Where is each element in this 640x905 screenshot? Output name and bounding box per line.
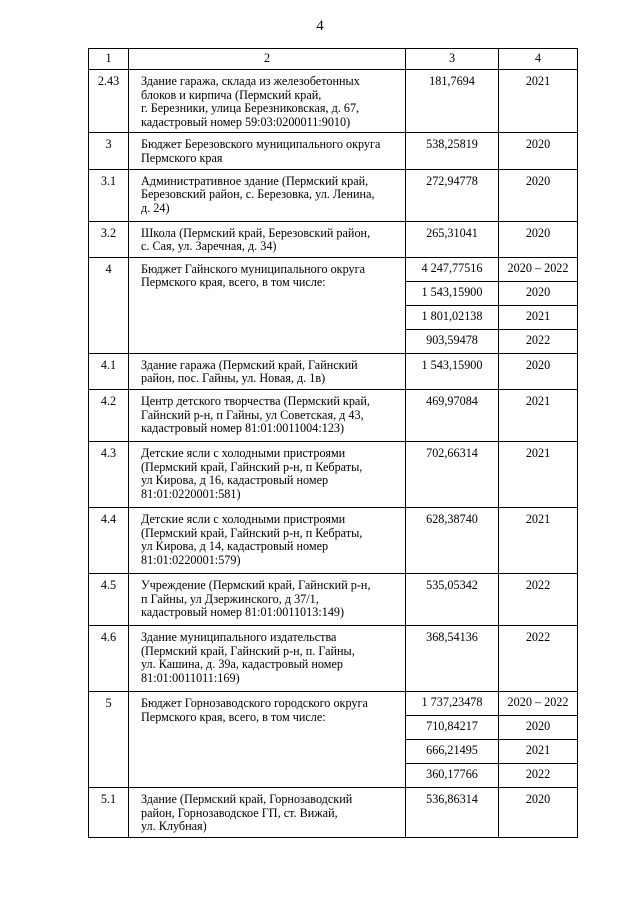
row-name-line: кадастровый номер 81:01:0011013:149) [141, 605, 345, 620]
row-name-line: Здание муниципального издательства [141, 629, 337, 644]
row-name [129, 691, 406, 787]
table-row [89, 221, 578, 257]
row-year: 2020 – 2022 [499, 257, 578, 281]
row-name-line: (Пермский край, Гайнский р-н, п Кебраты, [141, 525, 363, 540]
row-name-line: Центр детского творчества (Пермский край, [141, 393, 370, 408]
row-name-line: ул Кирова, д 14, кадастровый номер [141, 539, 329, 554]
row-name-line: Школа (Пермский край, Березовский район, [141, 225, 371, 240]
row-name-line: Здание (Пермский край, Горнозаводский [141, 791, 353, 806]
page-number: 4 [316, 18, 324, 34]
row-name-line: (Пермский край, Гайнский р-н, п. Гайны, [141, 643, 355, 658]
table-row [89, 70, 578, 133]
row-amount: 4 247,77516 [406, 257, 499, 281]
row-name-line: кадастровый номер 59:03:0200011:9010) [141, 114, 351, 129]
row-name-line: 81:01:0220001:581) [141, 486, 241, 501]
row-name-line: (Пермский край, Гайнский р-н, п Кебраты, [141, 459, 363, 474]
row-name [129, 507, 406, 573]
row-name-line: кадастровый номер 81:01:0011004:123) [141, 421, 345, 436]
header-row [89, 49, 578, 70]
row-year: 2022 [499, 625, 578, 691]
row-name-line: Гайнский р-н, п Гайны, ул Советская, д 43, [141, 407, 364, 422]
header-col-1: 1 [89, 49, 129, 70]
table-row [89, 507, 578, 573]
row-amount: 265,31041 [406, 221, 499, 257]
row-name-line: ул. Кашина, д. 39а, кадастровый номер [141, 657, 343, 672]
row-year: 2021 [499, 70, 578, 133]
row-name-line: Пермского края, всего, в том числе: [141, 275, 326, 290]
row-year: 2021 [499, 739, 578, 763]
row-year: 2020 [499, 353, 578, 389]
row-number: 3 [89, 133, 129, 169]
row-amount: 1 737,23478 [406, 691, 499, 715]
row-number: 4.4 [89, 507, 129, 573]
row-amount: 1 543,15900 [406, 281, 499, 305]
row-amount: 538,25819 [406, 133, 499, 169]
row-name-line: район, Горнозаводское ГП, ст. Вижай, [141, 805, 338, 820]
table-row [89, 133, 578, 169]
row-name-line: г. Березники, улица Березниковская, д. 67, [141, 101, 360, 116]
table-row [89, 691, 578, 715]
table-row [89, 625, 578, 691]
row-amount: 181,7694 [406, 70, 499, 133]
row-year: 2020 – 2022 [499, 691, 578, 715]
row-amount: 1 801,02138 [406, 305, 499, 329]
header-col-4: 4 [499, 49, 578, 70]
row-year: 2021 [499, 389, 578, 441]
row-name [129, 353, 406, 389]
row-number: 4.1 [89, 353, 129, 389]
row-amount: 272,94778 [406, 169, 499, 221]
row-year: 2021 [499, 507, 578, 573]
row-year: 2021 [499, 305, 578, 329]
row-name [129, 133, 406, 169]
row-name-line: Детские ясли с холодными пристроями [141, 445, 346, 460]
row-name-line: Пермского края [141, 150, 223, 165]
row-name-line: блоков и кирпича (Пермский край, [141, 87, 322, 102]
table-row [89, 353, 578, 389]
row-amount: 536,86314 [406, 787, 499, 837]
row-name-line: Здание гаража (Пермский край, Гайнский [141, 357, 358, 372]
row-name-line: ул Кирова, д 16, кадастровый номер [141, 473, 329, 488]
row-year: 2020 [499, 221, 578, 257]
row-year: 2020 [499, 169, 578, 221]
row-name-line: Бюджет Гайнского муниципального округа [141, 261, 366, 276]
row-name-line: Учреждение (Пермский край, Гайнский р-н, [141, 577, 371, 592]
row-amount: 710,84217 [406, 715, 499, 739]
row-name [129, 169, 406, 221]
row-amount: 702,66314 [406, 441, 499, 507]
row-number: 5 [89, 691, 129, 787]
row-number: 4 [89, 257, 129, 353]
row-name-line: Березовский район, с. Березовка, ул. Ленина, [141, 187, 375, 202]
row-year: 2021 [499, 441, 578, 507]
row-name-line: Бюджет Березовского муниципального округа [141, 137, 381, 152]
row-name [129, 221, 406, 257]
row-name-line: 81:01:0011011:169) [141, 670, 240, 685]
row-name-line: Административное здание (Пермский край, [141, 173, 369, 188]
row-name [129, 70, 406, 133]
row-year: 2022 [499, 573, 578, 625]
row-name-line: п Гайны, ул Дзержинского, д 37/1, [141, 591, 319, 606]
row-name [129, 257, 406, 353]
row-name-line: Бюджет Горнозаводского городского округа [141, 695, 368, 710]
table-row [89, 257, 578, 281]
table-row [89, 169, 578, 221]
row-number: 4.5 [89, 573, 129, 625]
row-number: 3.2 [89, 221, 129, 257]
row-number: 3.1 [89, 169, 129, 221]
table-row [89, 389, 578, 441]
row-amount: 628,38740 [406, 507, 499, 573]
row-year: 2022 [499, 329, 578, 353]
header-col-3: 3 [406, 49, 499, 70]
table-body [89, 70, 578, 838]
row-amount: 535,05342 [406, 573, 499, 625]
row-name-line: с. Сая, ул. Заречная, д. 34) [141, 239, 277, 254]
row-number: 5.1 [89, 787, 129, 837]
row-name-line: 81:01:0220001:579) [141, 552, 241, 567]
row-number: 4.2 [89, 389, 129, 441]
table-row [89, 441, 578, 507]
table-row [89, 787, 578, 837]
table-row [89, 573, 578, 625]
row-amount: 368,54136 [406, 625, 499, 691]
row-name-line: район, пос. Гайны, ул. Новая, д. 1в) [141, 371, 326, 386]
row-name-line: д. 24) [141, 200, 170, 215]
row-year: 2020 [499, 787, 578, 837]
row-amount: 903,59478 [406, 329, 499, 353]
row-year: 2020 [499, 715, 578, 739]
row-year: 2022 [499, 763, 578, 787]
row-amount: 666,21495 [406, 739, 499, 763]
row-name [129, 625, 406, 691]
row-name [129, 389, 406, 441]
property-table [88, 48, 578, 838]
row-number: 2.43 [89, 70, 129, 133]
row-name [129, 441, 406, 507]
row-name-line: ул. Клубная) [141, 819, 207, 834]
row-number: 4.3 [89, 441, 129, 507]
row-name-line: Здание гаража, склада из железобетонных [141, 74, 360, 88]
header-col-2: 2 [129, 49, 406, 70]
row-name-line: Пермского края, всего, в том числе: [141, 709, 326, 724]
row-number: 4.6 [89, 625, 129, 691]
row-amount: 1 543,15900 [406, 353, 499, 389]
row-amount: 469,97084 [406, 389, 499, 441]
row-year: 2020 [499, 281, 578, 305]
row-name [129, 573, 406, 625]
row-amount: 360,17766 [406, 763, 499, 787]
row-name-line: Детские ясли с холодными пристроями [141, 511, 346, 526]
row-year: 2020 [499, 133, 578, 169]
row-name [129, 787, 406, 837]
